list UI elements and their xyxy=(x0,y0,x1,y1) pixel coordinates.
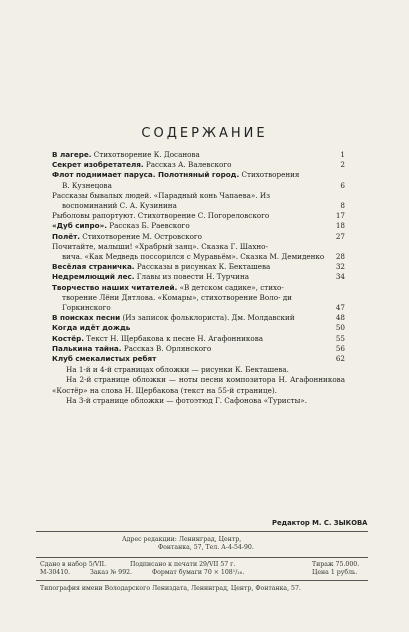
toc-entry-title: Творчество наших читателей. xyxy=(52,282,178,292)
imprint-run: Тираж 75.000. xyxy=(312,561,360,568)
toc-entry-description: Стихотворения xyxy=(241,170,300,180)
toc-entry-text xyxy=(52,242,326,262)
imprint-row xyxy=(40,561,370,569)
toc-entry-text xyxy=(52,221,326,231)
toc-entry-continuation: вича. «Как Медведь поссорился с Муравьём». Сказка М. Демиденко xyxy=(62,252,325,262)
toc-entry-description: Текст Н. Щербакова к песне Н. Агафонникова xyxy=(86,333,264,343)
toc-entry-page: 27 xyxy=(335,231,345,241)
toc-entry-description: «В детском садике», стихо- xyxy=(179,282,284,292)
toc-entry-text xyxy=(52,283,326,314)
toc-entry-title: Когда идёт дождь xyxy=(52,323,131,333)
toc-entry-description: Почитайте, малыши! «Храбрый заяц». Сказка Г. Шахно- xyxy=(52,241,268,251)
toc-entry-page: 55 xyxy=(335,333,345,343)
toc-entry-description: Рассказы в рисунках К. Бекташева xyxy=(136,262,271,272)
toc-entry-continuation: В. Кузнецова xyxy=(62,180,112,190)
imprint-code: М-30410. xyxy=(40,569,71,577)
toc-entry-title: Полёт. xyxy=(52,231,80,241)
toc-entry-description: Рыболовы рапортуют. Стихотворение С. Погореловского xyxy=(52,211,270,221)
divider xyxy=(36,531,368,532)
toc-entry-page: 1 xyxy=(340,150,345,159)
imprint-order: Заказ № 992. xyxy=(90,569,133,577)
toc-entry-text xyxy=(52,191,326,211)
toc-entry xyxy=(52,334,345,344)
toc-entry-description: Рассказ А. Валевского xyxy=(145,160,232,170)
imprint-block xyxy=(40,561,370,578)
toc-entry-page: 50 xyxy=(335,323,345,333)
toc-entry-text xyxy=(52,170,326,190)
editorial-address xyxy=(122,536,254,553)
toc-entry xyxy=(52,191,345,211)
toc-entry xyxy=(52,211,345,221)
toc-entry-title: Палькина тайна. xyxy=(52,343,122,353)
toc-entry xyxy=(52,242,345,262)
divider xyxy=(36,557,368,558)
toc-entry-page: 6 xyxy=(340,180,345,190)
toc-entry-page: 48 xyxy=(335,313,345,323)
toc-entry xyxy=(52,344,345,354)
toc-entry-page: 17 xyxy=(335,211,345,221)
toc-entry-page: 28 xyxy=(335,252,345,262)
toc-entry-text xyxy=(52,160,326,170)
toc-entry-description: (Из записок фольклориста). Дм. Молдавский xyxy=(122,313,295,323)
toc-entry-text xyxy=(52,211,326,221)
toc-entry xyxy=(52,323,345,333)
toc-entry-continuation: воспоминаний С. А. Кузинина xyxy=(62,201,177,211)
toc-entry xyxy=(52,272,345,282)
imprint-signed: Подписано к печати 29/VII 57 г. xyxy=(130,561,236,568)
cover-note: На 1-й и 4-й страницах обложки — рисунки К. Бекташева. xyxy=(66,365,289,375)
cover-notes xyxy=(52,365,345,406)
toc-entry-text xyxy=(52,272,326,282)
toc-entry-page: 2 xyxy=(340,160,345,170)
toc-entry-page: 56 xyxy=(335,343,345,353)
table-of-contents xyxy=(52,150,345,406)
toc-entry xyxy=(52,232,345,242)
toc-entry-description: Рассказ В. Орлянского xyxy=(123,343,212,353)
toc-entry-title: Флот поднимает паруса. Полотняный город. xyxy=(52,170,240,180)
toc-entry-text xyxy=(52,334,326,344)
toc-entry-page: 62 xyxy=(335,354,345,364)
toc-entry-title: Костёр. xyxy=(52,333,84,343)
toc-entry-description: Стихотворение К. Досанова xyxy=(93,150,200,159)
editor-credit: Редактор М. С. ЗЫКОВА xyxy=(272,519,368,527)
toc-entry-description: Главы из повести Н. Турчина xyxy=(136,272,250,282)
toc-entry-text xyxy=(52,354,326,364)
toc-entry-page: 32 xyxy=(335,262,345,272)
toc-entry-text xyxy=(52,232,326,242)
toc-entry-title: «Дуб сипро». xyxy=(52,221,107,231)
toc-entry xyxy=(52,150,345,160)
printer-line: Типография имени Володарского Лениздата, Ленинград, Центр, Фонтанка, 57. xyxy=(40,585,301,592)
toc-entry-page: 34 xyxy=(335,272,345,282)
page-title: СОДЕРЖАНИЕ xyxy=(141,126,268,141)
toc-entry-text xyxy=(52,262,326,272)
toc-entry-text xyxy=(52,344,326,354)
toc-entry-title: В поисках песни xyxy=(52,313,121,323)
toc-entry-page: 8 xyxy=(340,201,345,211)
imprint-format: Формат бумаги 70 × 108¹/₁₆. xyxy=(152,569,245,577)
cover-note: На 3-й странице обложки — фотоэтюд Г. Сафонова «Туристы». xyxy=(66,395,307,405)
toc-entry-text xyxy=(52,323,326,333)
toc-entry-title: Клуб смекалистых ребят xyxy=(52,354,157,364)
toc-entry-page: 47 xyxy=(335,303,345,313)
toc-entry xyxy=(52,221,345,231)
imprint-price: Цена 1 рубль. xyxy=(312,569,358,577)
toc-entries xyxy=(52,150,345,364)
toc-entry-title: В лагере. xyxy=(52,150,92,159)
toc-entry-description: Стихотворение М. Островского xyxy=(82,231,203,241)
toc-entry-continuation: творение Лёни Дятлова. «Комары», стихотворение Воло- ди Горкинского xyxy=(62,292,292,313)
toc-entry-text xyxy=(52,150,326,160)
toc-entry xyxy=(52,170,345,190)
toc-entry-description: Рассказ Б. Раевского xyxy=(109,221,190,231)
address-line-2: Фонтанка, 57, Тел. А-4-54-90. xyxy=(158,544,254,552)
toc-entry xyxy=(52,160,345,170)
address-line-1: Адрес редакции: Ленинград, Центр, xyxy=(122,536,242,543)
cover-note: На 2-й странице обложки — ноты песни композитора Н. Агафонникова «Костёр» на слова Н. Щербакова (текст на 55-й странице). xyxy=(52,375,345,395)
toc-entry-title: Весёлая страничка. xyxy=(52,262,135,272)
toc-entry xyxy=(52,354,345,364)
divider xyxy=(36,580,368,581)
toc-entry xyxy=(52,283,345,314)
toc-entry-page: 18 xyxy=(335,221,345,231)
imprint-sent: Сдано в набор 5/VII. xyxy=(40,561,107,568)
toc-entry xyxy=(52,262,345,272)
toc-entry-description: Рассказы бывалых людей. «Парадный конь Чапаева». Из xyxy=(52,190,271,200)
imprint-row xyxy=(40,569,370,577)
toc-entry-title: Секрет изобретателя. xyxy=(52,160,144,170)
toc-entry xyxy=(52,313,345,323)
toc-entry-title: Недремлющий лес. xyxy=(52,272,135,282)
toc-entry-text xyxy=(52,313,326,323)
